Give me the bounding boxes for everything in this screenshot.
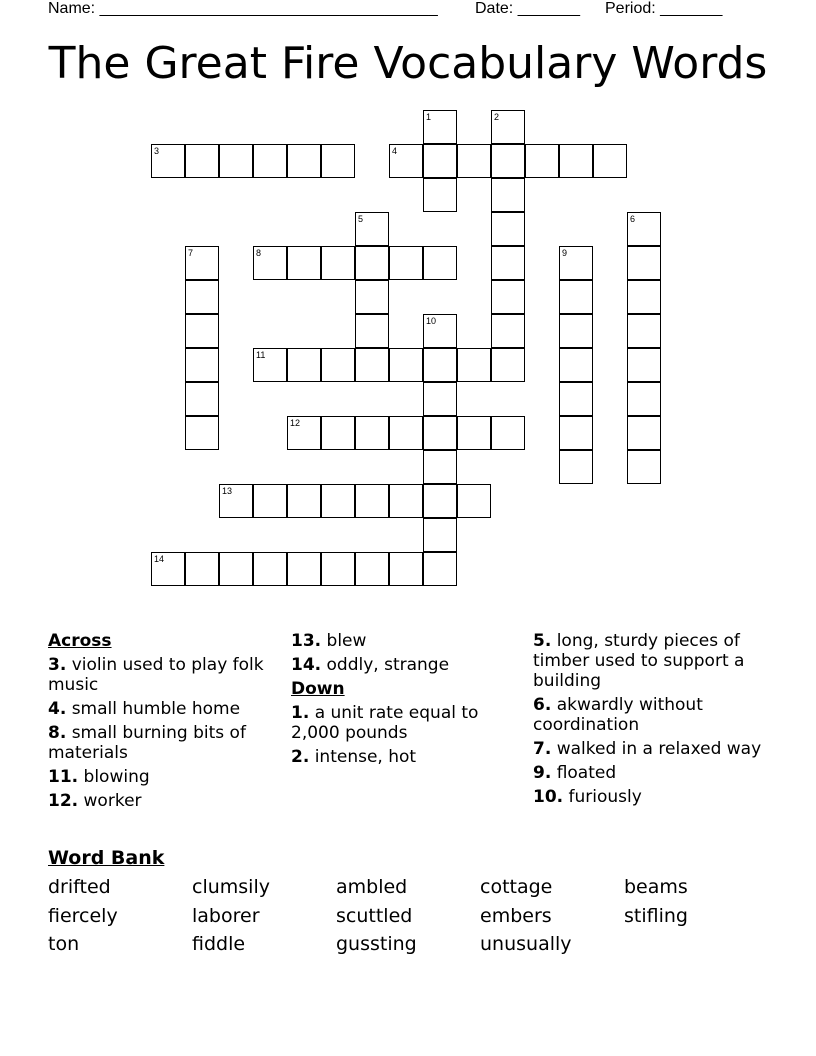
crossword-cell[interactable] (389, 144, 423, 178)
crossword-cell[interactable] (627, 212, 661, 246)
crossword-cell[interactable] (253, 348, 287, 382)
across-heading: Across (48, 631, 112, 651)
clue-text: furiously (568, 787, 642, 807)
crossword-cell[interactable] (185, 552, 219, 586)
crossword-cell[interactable] (627, 348, 661, 382)
clue-number-label: 12 (290, 418, 301, 428)
crossword-cell[interactable] (627, 280, 661, 314)
crossword-cell[interactable] (559, 348, 593, 382)
crossword-cell[interactable] (287, 348, 321, 382)
clue-across-3 (48, 655, 283, 695)
crossword-cell[interactable] (627, 416, 661, 450)
word-bank-item: fiercely (48, 905, 118, 927)
crossword-cell[interactable] (355, 348, 389, 382)
crossword-cell[interactable] (491, 110, 525, 144)
clue-text: intense, hot (314, 747, 417, 767)
crossword-cell[interactable] (423, 246, 457, 280)
crossword-cell[interactable] (253, 246, 287, 280)
crossword-cell[interactable] (457, 144, 491, 178)
crossword-cell[interactable] (253, 552, 287, 586)
crossword-cell[interactable] (491, 416, 525, 450)
clue-number: 2. (291, 747, 310, 767)
crossword-cell[interactable] (321, 348, 355, 382)
clue-down-6 (533, 695, 768, 735)
clue-down-7 (533, 739, 768, 759)
crossword-cell[interactable] (559, 280, 593, 314)
clues-column-3 (533, 631, 768, 811)
crossword-cell[interactable] (423, 450, 457, 484)
clues-column-2 (291, 631, 526, 771)
crossword-cell[interactable] (559, 314, 593, 348)
word-bank-item: embers (480, 905, 552, 927)
clue-across-11 (48, 767, 283, 787)
crossword-cell[interactable] (491, 212, 525, 246)
down-heading: Down (291, 679, 345, 699)
clue-number-label: 13 (222, 486, 233, 496)
clue-down-1 (291, 703, 526, 743)
clue-number: 7. (533, 739, 552, 759)
clue-number: 12. (48, 791, 79, 811)
clue-text: violin used to play folk music (48, 655, 264, 695)
clue-number: 6. (533, 695, 552, 715)
clue-number-label: 10 (426, 316, 437, 326)
page-title: The Great Fire Vocabulary Words (48, 38, 768, 89)
crossword-cell[interactable] (389, 552, 423, 586)
crossword-cell[interactable] (389, 484, 423, 518)
crossword-cell[interactable] (559, 416, 593, 450)
crossword-cell[interactable] (185, 416, 219, 450)
clue-text: small humble home (71, 699, 241, 719)
crossword-cell[interactable] (355, 552, 389, 586)
crossword-cell[interactable] (423, 178, 457, 212)
clue-number-label: 8 (256, 248, 262, 258)
clue-text: a unit rate equal to 2,000 pounds (291, 703, 479, 743)
clue-number-label: 1 (426, 112, 432, 122)
word-bank-item: fiddle (192, 933, 246, 955)
crossword-cell[interactable] (423, 144, 457, 178)
crossword-cell[interactable] (423, 416, 457, 450)
clue-text: blew (326, 631, 367, 651)
crossword-cell[interactable] (321, 144, 355, 178)
crossword-cell[interactable] (559, 246, 593, 280)
clue-number-label: 9 (562, 248, 568, 258)
crossword-cell[interactable] (253, 484, 287, 518)
crossword-cell[interactable] (185, 280, 219, 314)
word-bank-item: clumsily (192, 876, 270, 898)
crossword-cell[interactable] (185, 314, 219, 348)
crossword-cell[interactable] (423, 552, 457, 586)
clue-text: akwardly without coordination (533, 695, 703, 735)
clue-down-2 (291, 747, 526, 767)
crossword-cell[interactable] (457, 484, 491, 518)
word-bank-item: drifted (48, 876, 111, 898)
clue-number: 5. (533, 631, 552, 651)
clue-number-label: 4 (392, 146, 398, 156)
crossword-cell[interactable] (423, 314, 457, 348)
crossword-cell[interactable] (423, 518, 457, 552)
clue-number: 1. (291, 703, 310, 723)
clue-number-label: 7 (188, 248, 194, 258)
clue-number-label: 6 (630, 214, 636, 224)
crossword-cell[interactable] (389, 246, 423, 280)
crossword-cell[interactable] (219, 144, 253, 178)
crossword-cell[interactable] (219, 552, 253, 586)
clue-text: walked in a relaxed way (556, 739, 762, 759)
clue-down-5 (533, 631, 768, 691)
name-field-label[interactable]: Name: ______________________________________ (48, 0, 438, 17)
word-bank-item: cottage (480, 876, 553, 898)
crossword-cell[interactable] (185, 246, 219, 280)
crossword-cell[interactable] (185, 348, 219, 382)
crossword-cell[interactable] (355, 416, 389, 450)
crossword-cell[interactable] (287, 484, 321, 518)
crossword-cell[interactable] (321, 484, 355, 518)
clue-number: 3. (48, 655, 67, 675)
word-bank-item: stifling (624, 905, 688, 927)
clue-number: 11. (48, 767, 79, 787)
crossword-cell[interactable] (491, 144, 525, 178)
clue-number: 8. (48, 723, 67, 743)
crossword-cell[interactable] (321, 416, 355, 450)
crossword-cell[interactable] (151, 144, 185, 178)
crossword-cell[interactable] (287, 246, 321, 280)
clue-down-10 (533, 787, 768, 807)
crossword-cell[interactable] (423, 484, 457, 518)
crossword-cell[interactable] (389, 416, 423, 450)
clue-number-label: 2 (494, 112, 500, 122)
word-bank-item: ambled (336, 876, 408, 898)
crossword-cell[interactable] (185, 144, 219, 178)
crossword-cell[interactable] (559, 382, 593, 416)
crossword-cell[interactable] (491, 314, 525, 348)
crossword-cell[interactable] (423, 110, 457, 144)
clue-number: 4. (48, 699, 67, 719)
crossword-cell[interactable] (321, 246, 355, 280)
word-bank-title: Word Bank (48, 847, 165, 869)
crossword-cell[interactable] (287, 144, 321, 178)
clues-column-1 (48, 631, 283, 815)
clue-text: small burning bits of materials (48, 723, 246, 763)
clue-number-label: 3 (154, 146, 160, 156)
crossword-cell[interactable] (491, 280, 525, 314)
crossword-cell[interactable] (627, 314, 661, 348)
crossword-cell[interactable] (457, 348, 491, 382)
crossword-cell[interactable] (491, 246, 525, 280)
clue-text: worker (83, 791, 142, 811)
word-bank-item: gussting (336, 933, 417, 955)
crossword-cell[interactable] (185, 382, 219, 416)
clue-number: 9. (533, 763, 552, 783)
word-bank-item: beams (624, 876, 688, 898)
clue-across-12 (48, 791, 283, 811)
crossword-cell[interactable] (355, 314, 389, 348)
crossword-cell[interactable] (525, 144, 559, 178)
clue-text: long, sturdy pieces of timber used to support a building (533, 631, 745, 691)
clue-across-4 (48, 699, 283, 719)
crossword-cell[interactable] (627, 450, 661, 484)
word-bank-item: ton (48, 933, 80, 955)
crossword-cell[interactable] (219, 484, 253, 518)
crossword-cell[interactable] (355, 246, 389, 280)
crossword-cell[interactable] (491, 348, 525, 382)
clue-text: blowing (83, 767, 150, 787)
word-bank-item: laborer (192, 905, 260, 927)
clue-down-9 (533, 763, 768, 783)
crossword-cell[interactable] (287, 552, 321, 586)
clue-number-label: 5 (358, 214, 364, 224)
crossword-cell[interactable] (423, 382, 457, 416)
crossword-cell[interactable] (457, 416, 491, 450)
crossword-cell[interactable] (559, 450, 593, 484)
crossword-cell[interactable] (151, 552, 185, 586)
clue-across-13 (291, 631, 526, 651)
clue-text: floated (556, 763, 617, 783)
crossword-cell[interactable] (423, 348, 457, 382)
crossword-cell[interactable] (593, 144, 627, 178)
crossword-cell[interactable] (389, 348, 423, 382)
crossword-cell[interactable] (627, 246, 661, 280)
crossword-cell[interactable] (355, 212, 389, 246)
period-field-label[interactable]: Period: _______ (605, 0, 723, 17)
header (48, 0, 788, 20)
clue-text: oddly, strange (326, 655, 450, 675)
clue-number-label: 11 (256, 350, 266, 360)
crossword-cell[interactable] (287, 416, 321, 450)
word-bank-item: unusually (480, 933, 572, 955)
crossword-cell[interactable] (559, 144, 593, 178)
crossword-cell[interactable] (627, 382, 661, 416)
word-bank-item: scuttled (336, 905, 413, 927)
crossword-cell[interactable] (355, 484, 389, 518)
clue-number: 13. (291, 631, 322, 651)
crossword-cell[interactable] (253, 144, 287, 178)
clue-number: 10. (533, 787, 564, 807)
date-field-label[interactable]: Date: _______ (475, 0, 580, 17)
crossword-cell[interactable] (355, 280, 389, 314)
crossword-cell[interactable] (321, 552, 355, 586)
crossword-cell[interactable] (491, 178, 525, 212)
clue-across-8 (48, 723, 283, 763)
clue-number: 14. (291, 655, 322, 675)
clue-across-14 (291, 655, 526, 675)
clue-number-label: 14 (154, 554, 165, 564)
